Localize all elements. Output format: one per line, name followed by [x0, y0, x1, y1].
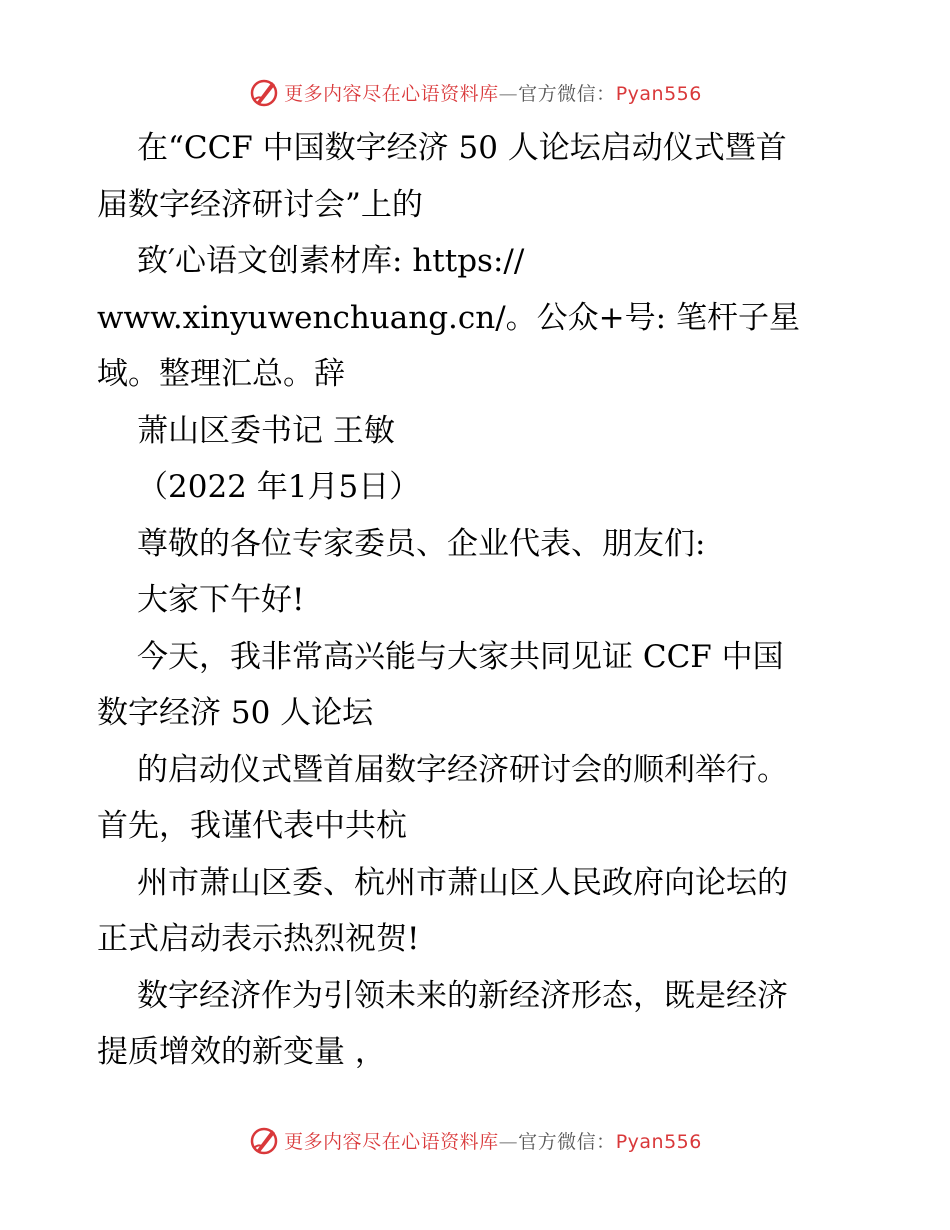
watermark-separator: —: [498, 1130, 519, 1153]
title-line-2: 届数字经济研讨会”上的: [97, 186, 423, 223]
paragraph-line: 首先，我谨代表中共杭: [97, 808, 407, 844]
paragraph-line: 州市萧山区委、杭州市萧山区人民政府向论坛的: [137, 864, 788, 901]
salutation-line: 尊敬的各位专家委员、企业代表、朋友们:: [137, 525, 706, 562]
watermark-main-text: 更多内容尽在心语资料库: [284, 1130, 499, 1153]
watermark-label: 官方微信：: [518, 1130, 616, 1153]
quill-seal-icon: [248, 76, 280, 108]
source-note-line-2: www.xinyuwenchuang.cn/。公众+号: 笔杆子星: [97, 299, 800, 336]
paragraph-line: 正式启动表示热烈祝贺!: [97, 921, 420, 957]
title-line-1: 在“CCF 中国数字经济 50 人论坛启动仪式暨首: [137, 130, 787, 166]
footer-watermark-banner: [0, 1120, 950, 1160]
watermark-wechat-id: Pyan556: [615, 82, 702, 105]
document-body: [97, 120, 857, 1081]
greeting-line: 大家下午好!: [137, 582, 305, 618]
header-watermark-banner: [0, 72, 950, 112]
quill-seal-icon: [248, 1124, 280, 1156]
paragraph-line: 的启动仪式暨首届数字经济研讨会的顺利举行。: [137, 751, 788, 788]
paragraph-line: 数字经济 50 人论坛: [97, 695, 374, 731]
source-note-line-3: 域。整理汇总。辞: [97, 356, 345, 392]
watermark-separator: —: [498, 82, 519, 105]
watermark-text: [284, 1127, 702, 1154]
paragraph-line: 数字经济作为引领未来的新经济形态，既是经济: [137, 977, 788, 1014]
watermark-main-text: 更多内容尽在心语资料库: [284, 82, 499, 105]
paragraph-line: 今天，我非常高兴能与大家共同见证 CCF 中国: [137, 638, 784, 675]
watermark-label: 官方微信：: [518, 82, 616, 105]
watermark-wechat-id: Pyan556: [615, 1130, 702, 1153]
speaker-line: 萧山区委书记 王敏: [137, 412, 395, 449]
watermark-text: [284, 79, 702, 106]
date-line: （2022 年1月5日）: [137, 469, 421, 505]
paragraph-line: 提质增效的新变量 ，: [97, 1034, 386, 1070]
source-note-line-1: 致′心语文创素材库: https://: [137, 243, 525, 279]
